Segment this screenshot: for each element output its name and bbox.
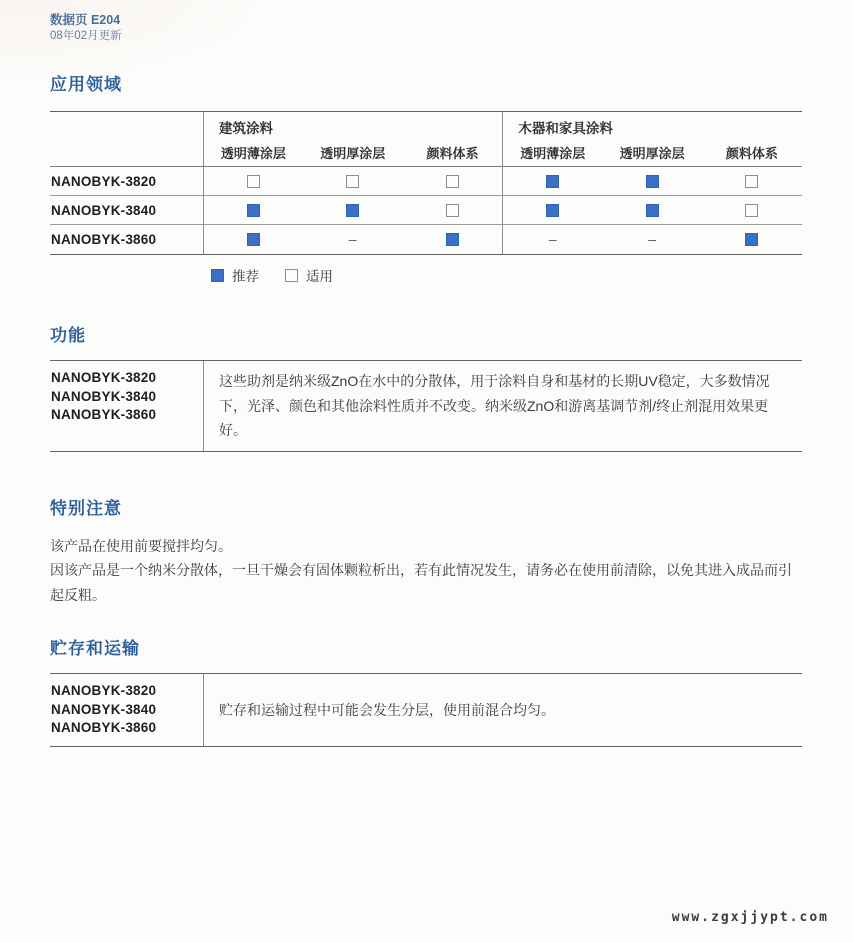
rating-cell — [303, 167, 403, 196]
column-header: 颜料体系 — [702, 139, 802, 167]
rating-cell — [203, 225, 303, 254]
empty-square-icon — [346, 175, 359, 188]
rating-cell — [303, 225, 403, 254]
application-table — [50, 111, 802, 255]
product-name: NANOBYK-3860 — [51, 407, 157, 422]
product-name: NANOBYK-3820 — [51, 683, 157, 698]
section-heading-storage: 贮存和运输 — [50, 639, 140, 658]
filled-square-icon — [346, 204, 359, 217]
rating-cell — [702, 225, 802, 254]
rating-cell — [602, 167, 702, 196]
filled-square-icon — [247, 233, 260, 246]
rating-cell — [502, 167, 602, 196]
storage-table — [50, 673, 802, 747]
filled-square-icon — [546, 204, 559, 217]
dash-mark: – — [648, 231, 656, 247]
empty-square-icon — [247, 175, 260, 188]
product-row-label: NANOBYK-3840 — [50, 196, 203, 225]
product-name: NANOBYK-3840 — [51, 388, 157, 404]
special-notes-line: 该产品在使用前要搅拌均匀。 — [50, 537, 232, 554]
rating-cell — [702, 196, 802, 225]
filled-square-icon — [745, 233, 758, 246]
rating-cell — [502, 225, 602, 254]
column-header: 透明厚涂层 — [602, 139, 702, 167]
filled-square-icon — [646, 204, 659, 217]
product-name: NANOBYK-3840 — [51, 701, 157, 717]
special-notes-line: 因该产品是一个纳米分散体，一旦干燥会有固体颗粒析出，若有此情况发生，请务必在使用前清除，以免其进入成品而引起反粗。 — [50, 562, 792, 603]
rating-cell — [702, 167, 802, 196]
empty-square-icon — [285, 269, 298, 282]
function-product-list — [50, 361, 203, 451]
rating-cell — [203, 196, 303, 225]
function-table — [50, 360, 802, 452]
filled-square-icon — [247, 204, 260, 217]
empty-square-icon — [745, 175, 758, 188]
rating-cell — [602, 225, 702, 254]
special-notes-text — [50, 534, 805, 608]
filled-square-icon — [211, 269, 224, 282]
function-description: 这些助剂是纳米级ZnO在水中的分散体，用于涂料自身和基材的长期UV稳定，大多数情况下，光泽、颜色和其他涂料性质并不改变。纳米级ZnO和游离基调节剂/终止剂混用效果更好。 — [203, 361, 802, 451]
filled-square-icon — [546, 175, 559, 188]
table-corner-spacer — [50, 112, 203, 139]
product-row-label: NANOBYK-3860 — [51, 232, 157, 247]
dash-mark: – — [548, 231, 557, 247]
filled-square-icon — [446, 233, 459, 246]
legend-label: 推荐 — [232, 269, 259, 284]
column-header: 透明薄涂层 — [203, 139, 303, 167]
site-watermark: www.zgxjjypt.com — [671, 910, 829, 925]
storage-description: 贮存和运输过程中可能会发生分层，使用前混合均匀。 — [203, 674, 802, 746]
legend-label: 适用 — [306, 269, 333, 284]
rating-cell — [502, 196, 602, 225]
section-heading-application: 应用领域 — [50, 75, 122, 94]
section-heading-special-notes: 特别注意 — [50, 498, 122, 518]
doc-updated-date: 08年02月更新 — [50, 30, 122, 42]
rating-cell — [403, 196, 503, 225]
product-name: NANOBYK-3860 — [51, 720, 157, 735]
empty-square-icon — [446, 175, 459, 188]
column-header: 颜料体系 — [403, 139, 503, 167]
application-legend — [211, 265, 802, 285]
section-heading-function: 功能 — [50, 326, 86, 345]
subheader-spacer — [50, 139, 203, 167]
group-header-wood: 木器和家具涂料 — [502, 112, 801, 139]
rating-cell — [403, 167, 503, 196]
filled-square-icon — [646, 175, 659, 188]
rating-cell — [602, 196, 702, 225]
doc-header — [50, 0, 802, 44]
column-header: 透明厚涂层 — [303, 139, 403, 167]
dash-mark: – — [348, 231, 357, 247]
empty-square-icon — [745, 204, 758, 217]
storage-product-list — [50, 674, 203, 746]
group-header-architectural: 建筑涂料 — [203, 112, 502, 139]
product-row-label: NANOBYK-3820 — [50, 167, 203, 196]
rating-cell — [203, 167, 303, 196]
rating-cell — [403, 225, 503, 254]
empty-square-icon — [446, 204, 459, 217]
column-header: 透明薄涂层 — [502, 139, 602, 167]
doc-title: 数据页 E204 — [50, 13, 121, 27]
rating-cell — [303, 196, 403, 225]
product-name: NANOBYK-3820 — [51, 370, 157, 385]
